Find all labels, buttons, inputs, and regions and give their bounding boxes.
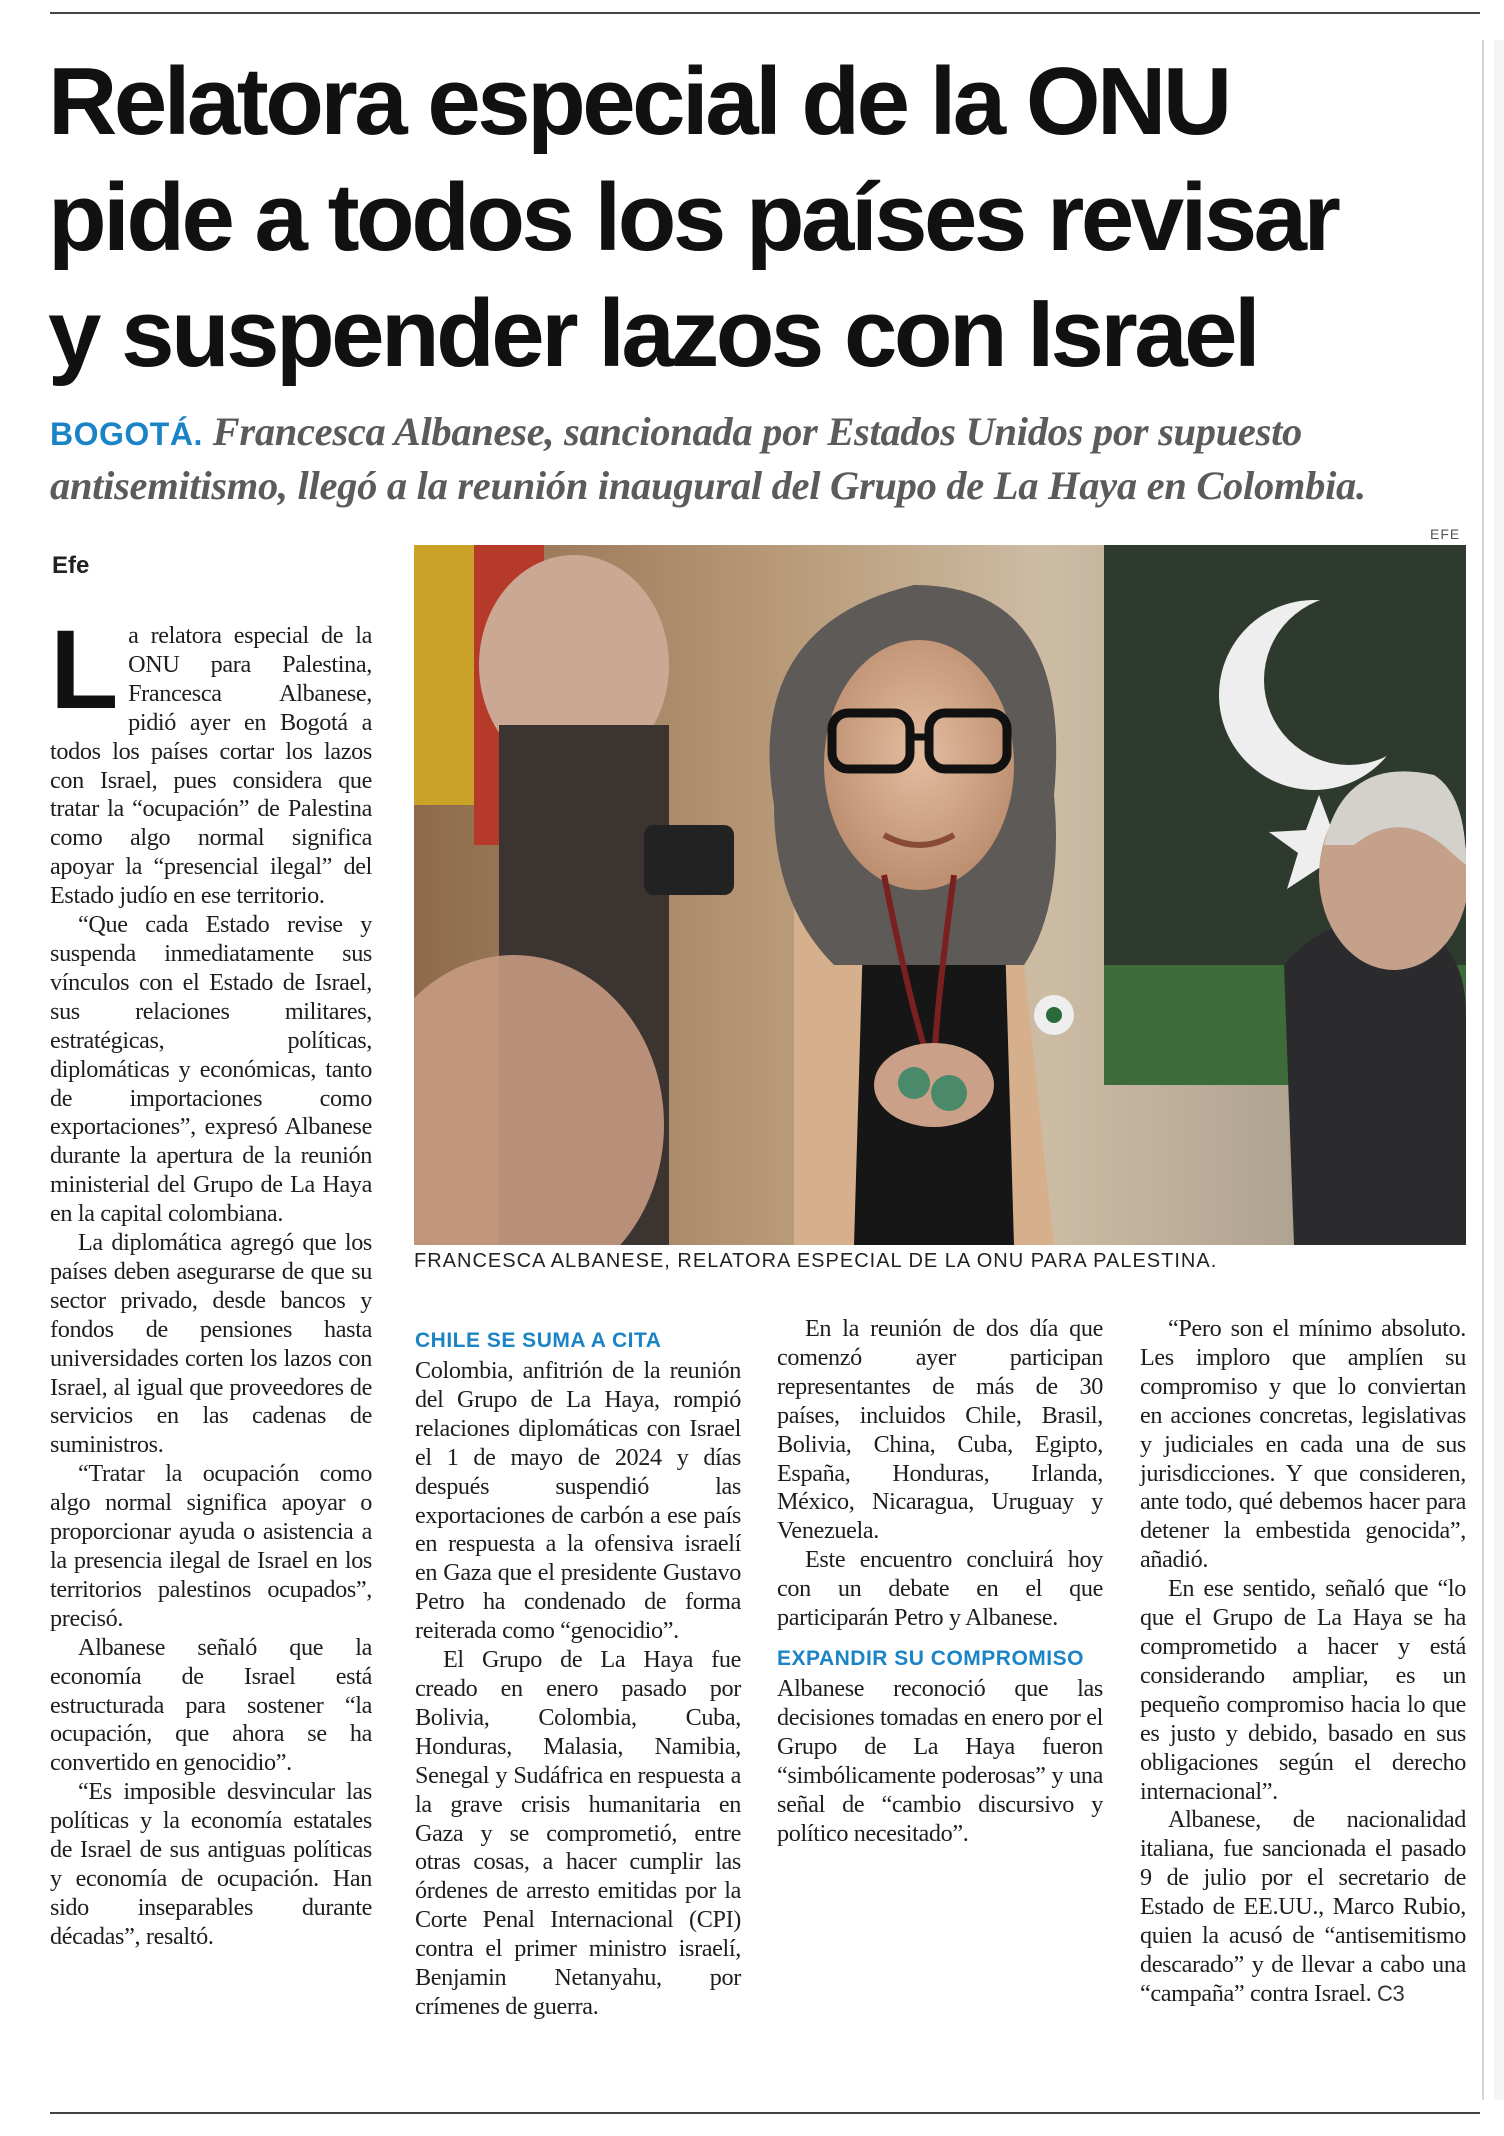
headline-line-2: pide a todos los países revisar (48, 164, 1338, 271)
paragraph-5: Albanese señaló que la economía de Israel está estructurada para sostener “la ocupación, que ahora se ha convertido en genocidio”. (50, 1633, 372, 1777)
deck-text-2: antisemitismo, llegó a la reunión inaugural del Grupo de La Haya en Colombia. (50, 463, 1366, 508)
paragraph-10: Este encuentro concluirá hoy con un debate en el que participarán Petro y Albanese. (777, 1546, 1103, 1632)
deck (50, 406, 1470, 512)
photo-caption: FRANCESCA ALBANESE, RELATORA ESPECIAL DE LA ONU PARA PALESTINA. (414, 1250, 1218, 1272)
paragraph-14-text: Albanese, de nacionalidad italiana, fue sancionada el pasado 9 de julio por el secretario de Estado de EE.UU., Marco Rubio, quien la acusó de “antisemitismo descarado” y de llevar a cabo una “campaña” contra Israel. (1140, 1806, 1466, 2007)
headline-line-1: Relatora especial de la ONU (48, 48, 1229, 155)
paragraph-1-text: a relatora especial de la ONU para Palestina, Francesca Albanese, pidió ayer en Bogotá a todos los países cortar los lazos con Israel, pues considera que tratar la “ocupación” de Palestina como algo normal significa apoyar la “presencial ilegal” del Estado judío en ese territorio. (50, 622, 372, 910)
drop-cap: L (50, 607, 119, 732)
paragraph-3: La diplomática agregó que los países deben asegurarse de que su sector privado, desde bancos y fondos de pensiones hasta universidades corten los lazos con Israel, al igual que proveedores de servicios en las cadenas de suministros. (50, 1229, 372, 1459)
paragraph-13: En ese sentido, señaló que “lo que el Grupo de La Haya se ha comprometido a hacer y está considerando ampliar, es un pequeño compromiso hacia lo que es justo y debido, basado en sus obligaciones según el derecho internacional”. (1140, 1575, 1466, 1805)
article-column-3 (777, 1315, 1103, 1848)
deck-text-1: Francesca Albanese, sancionada por Estados Unidos por supuesto (212, 409, 1302, 454)
subhead-chile: CHILE SE SUMA A CITA (415, 1329, 662, 1352)
dateline: BOGOTÁ. (50, 416, 203, 452)
paragraph-4: “Tratar la ocupación como algo normal significa apoyar o proporcionar ayuda o asistencia a la presencia ilegal de Israel en los territorios palestinos ocupados”, precisó. (50, 1460, 372, 1632)
deck-line-1 (50, 406, 1470, 460)
paragraph-11: Albanese reconoció que las decisiones tomadas en enero por el Grupo de La Haya fueron “simbólicamente poderosas” y una señal de “cambio discursivo y político necesitado”. (777, 1674, 1103, 1847)
article-column-2 (415, 1315, 741, 2022)
paragraph-14 (1140, 1806, 1466, 2008)
adjacent-page-margin (1494, 40, 1504, 2100)
photo-illustration (414, 545, 1466, 1245)
photo-credit: EFE (1430, 526, 1461, 542)
bottom-rule (50, 2112, 1480, 2114)
news-photo (414, 545, 1466, 1245)
paragraph-12: “Pero son el mínimo absoluto. Les imploro que amplíen su compromiso y que lo conviertan en acciones concretas, legislativas y judiciales en cada una de sus jurisdicciones. Y que consideren, ante todo, qué debemos hacer para detener la embestida genocida”, añadió. (1140, 1315, 1466, 1574)
adjacent-page-edge (1482, 40, 1484, 2100)
paragraph-6: “Es imposible desvincular las políticas y la economía estatales de Israel de sus antiguas políticas y economía de ocupación. Han sido inseparables durante décadas”, resaltó. (50, 1778, 372, 1950)
headline (48, 44, 1468, 392)
paragraph-9: En la reunión de dos día que comenzó ayer participan representantes de más de 30 países, incluidos Chile, Brasil, Bolivia, China, Cuba, Egipto, España, Honduras, Irlanda, México, Nicaragua, Uruguay y Venezuela. (777, 1315, 1103, 1545)
end-mark: C3 (1377, 1980, 1405, 2006)
paragraph-7: Colombia, anfitrión de la reunión del Grupo de La Haya, rompió relaciones diplomáticas con Israel el 1 de mayo de 2024 y días después suspendió las exportaciones de carbón a ese país en respuesta a la ofensiva israelí en Gaza que el presidente Gustavo Petro ha condenado de forma reiterada como “genocidio”. (415, 1357, 741, 1645)
top-rule (50, 12, 1480, 14)
byline: Efe (52, 552, 90, 579)
paragraph-8: El Grupo de La Haya fue creado en enero pasado por Bolivia, Colombia, Cuba, Honduras, Malasia, Namibia, Senegal y Sudáfrica en respuesta a la grave crisis humanitaria en Gaza y se comprometió, entre otras cosas, a hacer cumplir las órdenes de arresto emitidas por la Corte Penal Internacional (CPI) contra el primer ministro israelí, Benjamin Netanyahu, por crímenes de guerra. (415, 1646, 741, 2020)
article-column-1 (50, 607, 372, 1952)
paragraph-1 (50, 607, 372, 911)
headline-line-3: y suspender lazos con Israel (48, 280, 1258, 387)
article-column-4 (1140, 1315, 1466, 2009)
subhead-expandir: EXPANDIR SU COMPROMISO (777, 1646, 1084, 1670)
paragraph-2: “Que cada Estado revise y suspenda inmediatamente sus vínculos con el Estado de Israel, sus relaciones militares, estratégicas, políticas, diplomáticas y económicas, tanto de importaciones como exportaciones”, expresó Albanese durante la apertura de la reunión ministerial del Grupo de La Haya en la capital colombiana. (50, 911, 372, 1228)
